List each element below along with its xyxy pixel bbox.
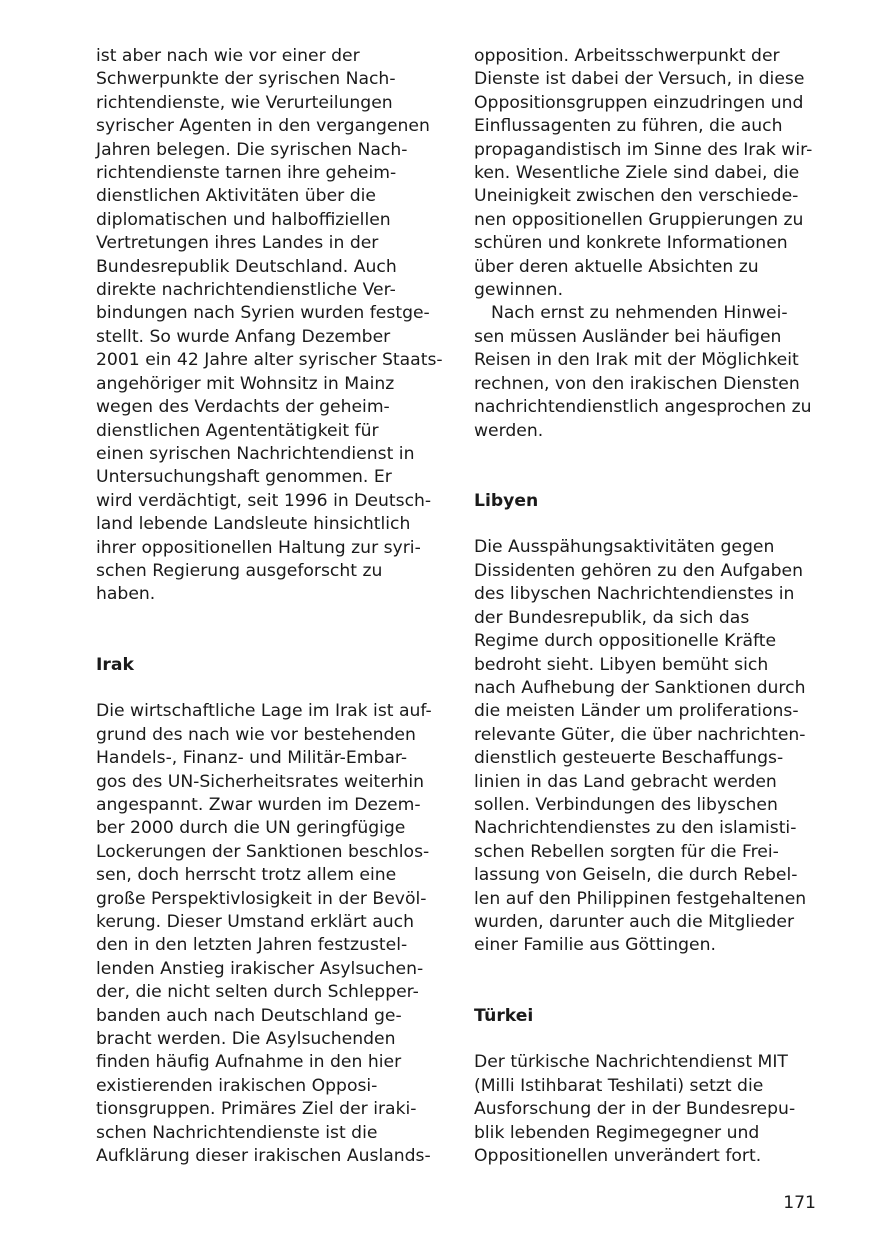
text-line: richtendienste, wie Verurteilungen xyxy=(96,92,393,113)
text-line: rechnen, von den irakischen Diensten xyxy=(474,373,800,394)
heading-tuerkei: Türkei xyxy=(474,1005,534,1026)
text-line: relevante Güter, die über nachrichten- xyxy=(474,724,806,745)
text-line: schüren und konkrete Informationen xyxy=(474,233,788,254)
text-line: Bundesrepublik Deutschland. Auch xyxy=(96,256,397,277)
text-line: wegen des Verdachts der geheim- xyxy=(96,397,390,418)
text-line: Die wirtschaftliche Lage im Irak ist auf- xyxy=(96,701,432,722)
text-line: gos des UN-Sicherheitsrates weiterhin xyxy=(96,771,425,792)
text-line: banden auch nach Deutschland ge- xyxy=(96,1005,402,1026)
text-line: sollen. Verbindungen des libyschen xyxy=(474,794,778,815)
text-line: Jahren belegen. Die syrischen Nach- xyxy=(96,139,408,160)
text-line: Nach ernst zu nehmenden Hinwei- xyxy=(491,303,788,324)
text-line: Aufklärung dieser irakischen Auslands- xyxy=(96,1146,431,1167)
text-line: Einflussagenten zu führen, die auch xyxy=(474,116,783,137)
text-line: große Perspektivlosigkeit in der Bevöl- xyxy=(96,888,427,909)
text-line: dienstlich gesteuerte Beschaffungs- xyxy=(474,748,784,769)
text-line: Reisen in den Irak mit der Möglichkeit xyxy=(474,350,799,371)
text-line: Lockerungen der Sanktionen beschlos- xyxy=(96,841,430,862)
text-line: ber 2000 durch die UN geringfügige xyxy=(96,818,406,839)
text-line: sen müssen Ausländer bei häufigen xyxy=(474,326,782,347)
text-line: wird verdächtigt, seit 1996 in Deutsch- xyxy=(96,490,432,511)
text-line: haben. xyxy=(96,584,156,605)
text-line: dienstlichen Agententätigkeit für xyxy=(96,420,379,441)
text-line: des libyschen Nachrichtendienstes in xyxy=(474,584,795,605)
text-line: Oppositionellen unverändert fort. xyxy=(474,1146,762,1166)
left-column xyxy=(96,45,448,1168)
text-line: wurden, darunter auch die Mitglieder xyxy=(474,911,795,932)
heading-libyen: Libyen xyxy=(474,490,539,511)
text-line: propagandistisch im Sinne des Irak wir- xyxy=(474,139,813,160)
paragraph-syria-continued xyxy=(96,45,448,607)
text-line: len auf den Philippinen festgehaltenen xyxy=(474,888,807,909)
text-line: kerung. Dieser Umstand erklärt auch xyxy=(96,911,415,932)
text-line: diplomatischen und halboffiziellen xyxy=(96,209,391,230)
text-line: ken. Wesentliche Ziele sind dabei, die xyxy=(474,163,800,184)
text-line: Dissidenten gehören zu den Aufgaben xyxy=(474,560,803,581)
text-line: stellt. So wurde Anfang Dezember xyxy=(96,326,391,347)
text-line: Schwerpunkte der syrischen Nach- xyxy=(96,69,396,90)
text-line: Uneinigkeit zwischen den verschiede- xyxy=(474,186,799,207)
text-line: lassung von Geiseln, die durch Rebel- xyxy=(474,865,798,886)
text-line: schen Nachrichtendienste ist die xyxy=(96,1122,378,1143)
page-number: 171 xyxy=(783,1193,816,1213)
heading-irak: Irak xyxy=(96,654,134,675)
text-line: Oppositionsgruppen einzudringen und xyxy=(474,92,804,113)
text-line: bindungen nach Syrien wurden festge- xyxy=(96,303,430,324)
text-line: lenden Anstieg irakischer Asylsuchen- xyxy=(96,958,424,979)
text-line: den in den letzten Jahren festzustel- xyxy=(96,935,408,956)
text-line: gewinnen. xyxy=(474,280,564,301)
text-line: die meisten Länder um proliferations- xyxy=(474,701,799,722)
text-line: direkte nachrichtendienstliche Ver- xyxy=(96,280,396,301)
text-line: über deren aktuelle Absichten zu xyxy=(474,256,759,277)
text-line: einer Familie aus Göttingen. xyxy=(474,935,716,956)
text-line: ihrer oppositionellen Haltung zur syri- xyxy=(96,537,421,558)
text-line: nach Aufhebung der Sanktionen durch xyxy=(474,677,806,698)
text-line: schen Regierung ausgeforscht zu xyxy=(96,560,383,581)
text-line: Der türkische Nachrichtendienst MIT xyxy=(474,1052,788,1073)
text-line: ist aber nach wie vor einer der xyxy=(96,46,360,66)
text-line: Regime durch oppositionelle Kräfte xyxy=(474,631,777,652)
text-line: werden. xyxy=(474,420,544,441)
text-line: richtendienste tarnen ihre geheim- xyxy=(96,163,397,184)
paragraph-irak-hint xyxy=(474,302,826,442)
text-line: Handels-, Finanz- und Militär-Embar- xyxy=(96,748,408,769)
paragraph-libyen xyxy=(474,536,826,957)
text-line: Vertretungen ihres Landes in der xyxy=(96,233,379,254)
text-line: der, die nicht selten durch Schlepper- xyxy=(96,982,419,1003)
text-line: der Bundesrepublik, da sich das xyxy=(474,607,750,628)
text-line: nen oppositionellen Gruppierungen zu xyxy=(474,209,804,230)
text-line: Untersuchungshaft genommen. Er xyxy=(96,467,392,488)
text-line: schen Rebellen sorgten für die Frei- xyxy=(474,841,779,862)
text-line: sen, doch herrscht trotz allem eine xyxy=(96,865,397,886)
text-line: grund des nach wie vor bestehenden xyxy=(96,724,416,745)
text-line: blik lebenden Regimegegner und xyxy=(474,1122,760,1143)
paragraph-tuerkei xyxy=(474,1051,826,1168)
text-line: einen syrischen Nachrichtendienst in xyxy=(96,443,415,464)
right-column xyxy=(474,45,826,1168)
text-line: bracht werden. Die Asylsuchenden xyxy=(96,1029,396,1050)
text-line: linien in das Land gebracht werden xyxy=(474,771,777,792)
text-line: 2001 ein 42 Jahre alter syrischer Staats- xyxy=(96,350,443,371)
text-line: angespannt. Zwar wurden im Dezem- xyxy=(96,794,421,815)
paragraph-irak-continued xyxy=(474,45,826,302)
text-line: nachrichtendienstlich angesprochen zu xyxy=(474,397,812,418)
text-line: Dienste ist dabei der Versuch, in diese xyxy=(474,69,805,90)
text-line: (Milli Istihbarat Teshilati) setzt die xyxy=(474,1075,764,1096)
text-line: existierenden irakischen Opposi- xyxy=(96,1075,378,1096)
paragraph-irak xyxy=(96,700,448,1168)
text-line: opposition. Arbeitsschwerpunkt der xyxy=(474,46,780,66)
text-line: land lebende Landsleute hinsichtlich xyxy=(96,514,411,535)
text-line: finden häufig Aufnahme in den hier xyxy=(96,1052,402,1073)
text-line: bedroht sieht. Libyen bemüht sich xyxy=(474,654,769,675)
text-line: tionsgruppen. Primäres Ziel der iraki- xyxy=(96,1099,417,1120)
text-line: Nachrichtendienstes zu den islamisti- xyxy=(474,818,797,839)
text-line: Die Ausspähungsaktivitäten gegen xyxy=(474,537,775,558)
text-line: Ausforschung der in der Bundesrepu- xyxy=(474,1099,796,1120)
text-line: angehöriger mit Wohnsitz in Mainz xyxy=(96,373,395,394)
text-line: dienstlichen Aktivitäten über die xyxy=(96,186,376,207)
text-line: syrischer Agenten in den vergangenen xyxy=(96,116,430,137)
